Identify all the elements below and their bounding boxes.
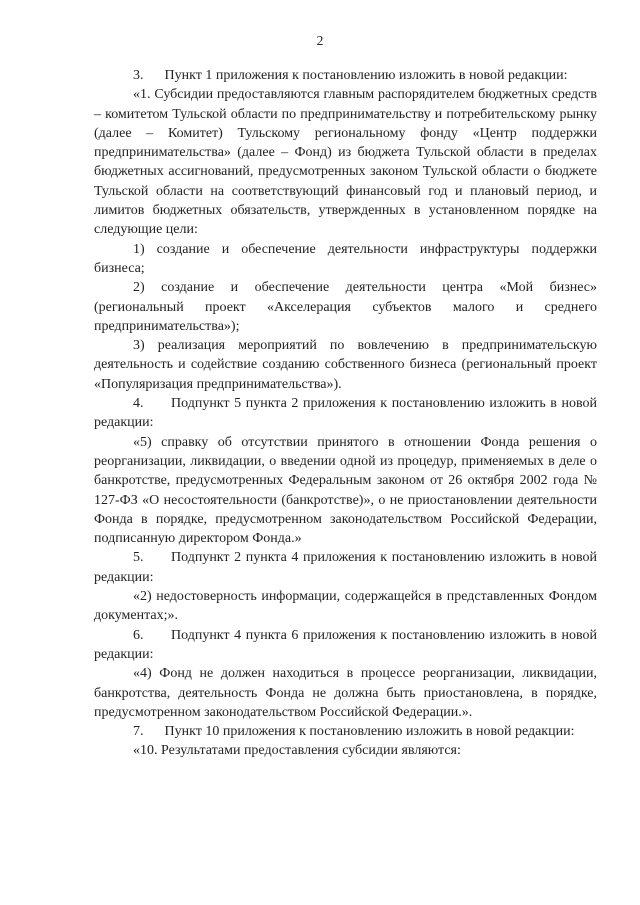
page-number: 2: [316, 33, 324, 48]
paragraph-goal-2: 2) создание и обеспечение деятельности центра «Мой бизнес» (региональный проект «Акселерация субъектов малого и среднего предпринимательства»);: [94, 280, 597, 334]
paragraph-subsidy-goals: «1. Субсидии предоставляются главным распорядителем бюджетных средств – комитетом Тульской области по предпринимательству и потребительскому рынку (далее – Комитет) Тульскому региональному фонду «Центр поддержки предпринимательства» (далее – Фонд) из бюджета Тульской области в пределах бюджетных ассигнований, предусмотренных законом Тульской области о бюджете Тульской области на соответствующий финансовый год и плановый период, и лимитов бюджетных обязательств, утвержденных в установленном порядке на следующие цели:: [94, 87, 597, 238]
paragraph-item-4: 4. Подпункт 5 пункта 2 приложения к постановлению изложить в новой редакции:: [94, 396, 597, 431]
paragraph-subitem-2: «2) недостоверность информации, содержащейся в представленных Фондом документах;».: [94, 589, 597, 624]
paragraph-item-7: 7. Пункт 10 приложения к постановлению изложить в новой редакции:: [133, 724, 575, 740]
paragraph-item-6: 6. Подпункт 4 пункта 6 приложения к постановлению изложить в новой редакции:: [94, 627, 597, 662]
paragraph-goal-1: 1) создание и обеспечение деятельности инфраструктуры поддержки бизнеса;: [94, 241, 597, 276]
paragraph-item-3: 3. Пункт 1 приложения к постановлению изложить в новой редакции:: [133, 68, 568, 83]
paragraph-subitem-5: «5) справку об отсутствии принятого в отношении Фонда решения о реорганизации, ликвидации, о введении одной из процедур, применяемых в деле о банкротстве, предусмотренных Федеральным законом от 26 октября 2002 года № 127-ФЗ «О несостоятельности (банкротстве)», о не приостановлении деятельности Фонда в порядке, предусмотренном законодательством Российской Федерации, подписанную директором Фонда.»: [94, 434, 597, 547]
paragraph-item-5: 5. Подпункт 2 пункта 4 приложения к постановлению изложить в новой редакции:: [94, 550, 597, 585]
paragraph-item-10-results: «10. Результатами предоставления субсидии являются:: [133, 743, 461, 759]
document-body: [94, 66, 597, 761]
paragraph-goal-3: 3) реализация мероприятий по вовлечению в предпринимательскую деятельность и содействие созданию собственного бизнеса (региональный проект «Популяризация предпринимательства»).: [94, 338, 597, 392]
paragraph-subitem-4: «4) Фонд не должен находиться в процессе реорганизации, ликвидации, банкротства, деятельность Фонда не должна быть приостановлена, в порядке, предусмотренном законодательством Российской Федерации.».: [94, 666, 597, 720]
